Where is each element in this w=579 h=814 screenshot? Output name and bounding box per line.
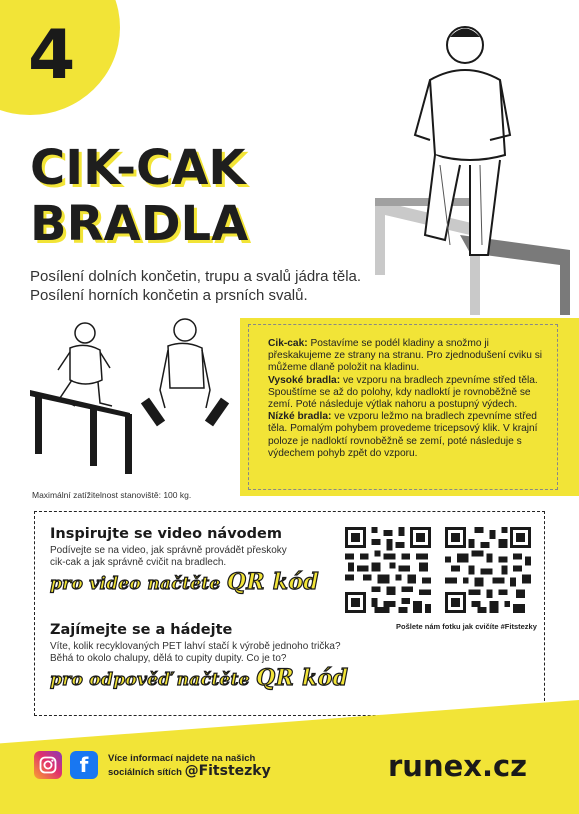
qr-code-quiz[interactable] [445, 527, 531, 613]
video-cta [50, 569, 319, 595]
instruction-text-low-bars: ve vzporu ležmo na bradlech zpevníme střed těla. Pomalým pohybem provedeme tricepsový klik. V krajní poloze je nadloktí rovnoběžně se zemí, poté následuje s výdechem pohyb zpět do vzporu. [268, 411, 538, 459]
instruction-text [268, 338, 553, 460]
qr-code-video[interactable] [345, 527, 431, 613]
quiz-description [50, 641, 341, 665]
illustration-zigzag-and-low-bars [30, 318, 240, 488]
footer-line-1: Více informací najdete na našich [108, 753, 256, 764]
qr-photo-note: Pošlete nám fotku jak cvičíte #Fitstezky [396, 622, 537, 631]
video-cta-prefix: pro video načtěte [50, 574, 227, 594]
footer-line-2: sociálních sítích [108, 767, 185, 778]
facebook-icon[interactable]: f [70, 751, 98, 779]
social-tag[interactable]: @Fitstezky [184, 763, 271, 779]
intro-line-2: Posílení horních končetin a prsních svalů. [30, 287, 308, 304]
capacity-note: Maximální zatížitelnost stanoviště: 100 kg. [32, 490, 192, 500]
intro-text [30, 267, 430, 305]
website-link[interactable]: runex.cz [388, 749, 528, 783]
page-title [30, 140, 248, 252]
instruction-label-high-bars: Vysoké bradla: [268, 374, 341, 386]
instruction-label-low-bars: Nízké bradla: [268, 411, 332, 423]
quiz-line-2: Běhá to okolo chalupy, dělá to cupity dupity. Co je to? [50, 653, 287, 664]
instagram-icon[interactable] [34, 751, 62, 779]
video-cta-qr: QR kód [226, 569, 319, 595]
title-line-2: BRADLA [30, 196, 249, 252]
quiz-cta-prefix: pro odpověď načtěte [50, 670, 257, 690]
video-line-1: Podívejte se na video, jak správně provádět přeskoky [50, 545, 287, 556]
footer-social-text [108, 753, 271, 779]
instruction-label-zigzag: Cik-cak: [268, 338, 308, 349]
quiz-line-1: Víte, kolik recyklovaných PET lahví stačí k výrobě jednoho trička? [50, 641, 341, 652]
instruction-text-zigzag: Postavíme se podél kladiny a snožmo ji přeskakujeme ze strany na stranu. Pro zjednodušení cviku si můžeme dlaně položit na kladinu. [268, 338, 543, 374]
quiz-cta-qr: QR kód [256, 665, 349, 691]
video-heading: Inspirujte se video návodem [50, 526, 282, 542]
video-line-2: cik-cak a jak správně cvičit na bradlech. [50, 557, 227, 568]
title-line-1: CIK-CAK [30, 140, 246, 196]
station-number: 4 [28, 16, 76, 95]
intro-line-1: Posílení dolních končetin, trupu a svalů jádra těla. [30, 268, 362, 285]
quiz-heading: Zajímejte se a hádejte [50, 622, 233, 638]
instruction-text-high-bars: ve vzporu na bradlech zpevníme střed těla. Spouštíme se až do polohy, kdy nadloktí je rovnoběžně se zemí. Poté následuje výtlak nahoru a postupný výdech. [268, 374, 538, 411]
video-description [50, 545, 287, 569]
quiz-cta [50, 665, 348, 691]
